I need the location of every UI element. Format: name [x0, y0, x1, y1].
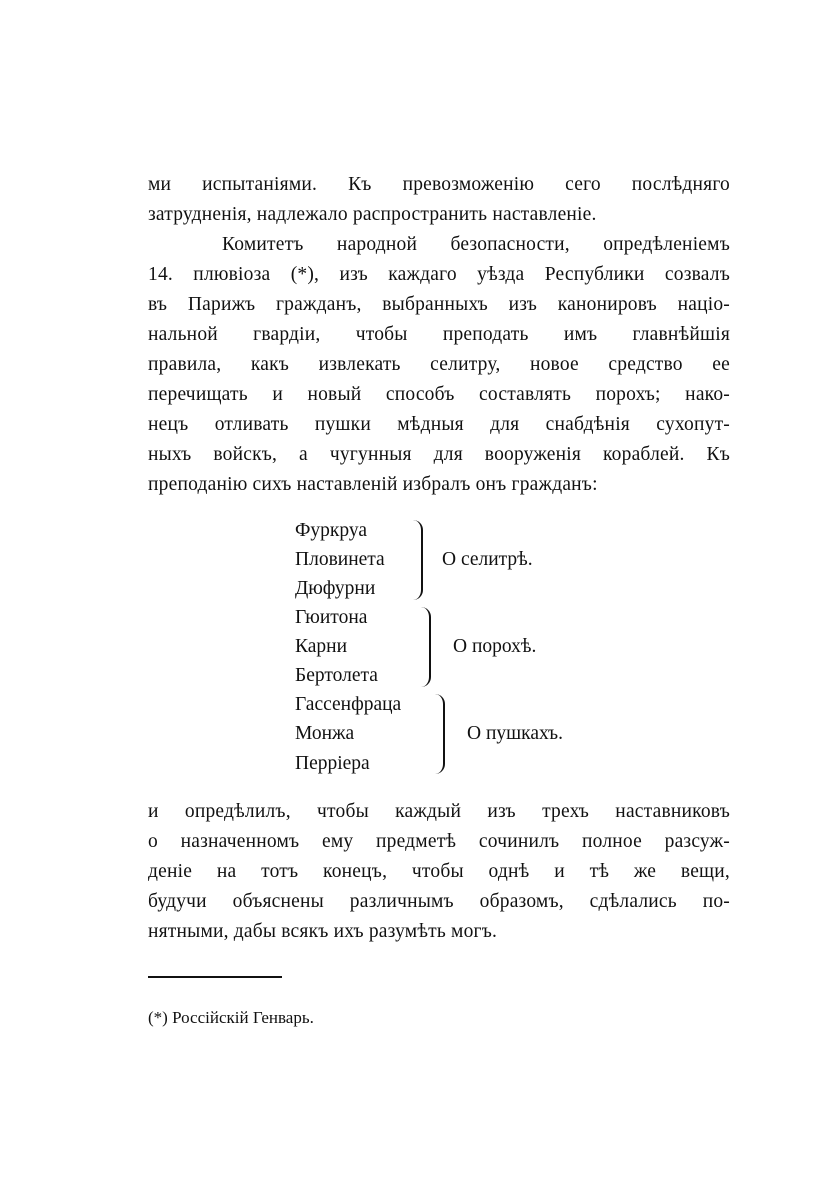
assignment-name: Пловинета: [295, 549, 385, 570]
assignment-topic: О пушкахъ.: [467, 723, 563, 744]
assignment-name: Бертолета: [295, 665, 378, 686]
assignment-name: Перріера: [295, 753, 370, 774]
footnote: (*) Россійскій Генварь.: [148, 1008, 314, 1027]
paragraph2-line-5: правила, какъ извлекать селитру, новое средство ее: [148, 354, 730, 375]
paragraph2-line-7: нецъ отливать пушки мѣдныя для снабдѣнія сухопут-: [148, 414, 730, 435]
assignment-topic: О селитрѣ.: [442, 549, 533, 570]
paragraph1-line-1: ми испытаніями. Къ превозможенію сего послѣдняго: [148, 174, 730, 195]
paragraph3-line-3: деніе на тотъ конецъ, чтобы однѣ и тѣ же вещи,: [148, 861, 730, 882]
brace: [413, 520, 423, 600]
paragraph2-line-6: перечищать и новый способъ составлять порохъ; нако-: [148, 384, 730, 405]
brace: [435, 694, 445, 774]
assignment-name: Гассенфраца: [295, 694, 402, 715]
paragraph3-line-4: будучи объяснены различнымъ образомъ, сдѣлались по-: [148, 891, 730, 912]
assignment-name: Дюфурни: [295, 578, 376, 599]
assignment-name: Монжа: [295, 723, 355, 744]
paragraph1-line-2: затрудненія, надлежало распространить наставленіе.: [148, 204, 597, 225]
paragraph2-line-2: 14. плювіоза (*), изъ каждаго уѣзда Республики созвалъ: [148, 264, 730, 285]
assignment-name: Фуркруа: [295, 520, 368, 541]
footnote-rule: [148, 976, 282, 978]
assignment-name: Гюитона: [295, 607, 368, 628]
assignment-topic: О порохѣ.: [453, 636, 537, 657]
brace: [421, 607, 431, 687]
paragraph2-line-3: въ Парижъ гражданъ, выбранныхъ изъ канонировъ націо-: [148, 294, 730, 315]
paragraph2-line-4: нальной гвардіи, чтобы преподать имъ главнѣйшія: [148, 324, 730, 345]
paragraph2-line-9: преподанію сихъ наставленій избралъ онъ гражданъ:: [148, 474, 598, 495]
paragraph2-line-1: Комитетъ народной безопасности, опредѣленіемъ: [222, 234, 730, 255]
paragraph3-line-2: о назначенномъ ему предметѣ сочинилъ полное разсуж-: [148, 831, 730, 852]
assignment-name: Карни: [295, 636, 348, 657]
paragraph3-line-5: нятными, дабы всякъ ихъ разумѣть могъ.: [148, 921, 498, 942]
paragraph3-line-1: и опредѣлилъ, чтобы каждый изъ трехъ наставниковъ: [148, 801, 730, 822]
paragraph2-line-8: ныхъ войскъ, а чугунныя для вооруженія кораблей. Къ: [148, 444, 730, 465]
